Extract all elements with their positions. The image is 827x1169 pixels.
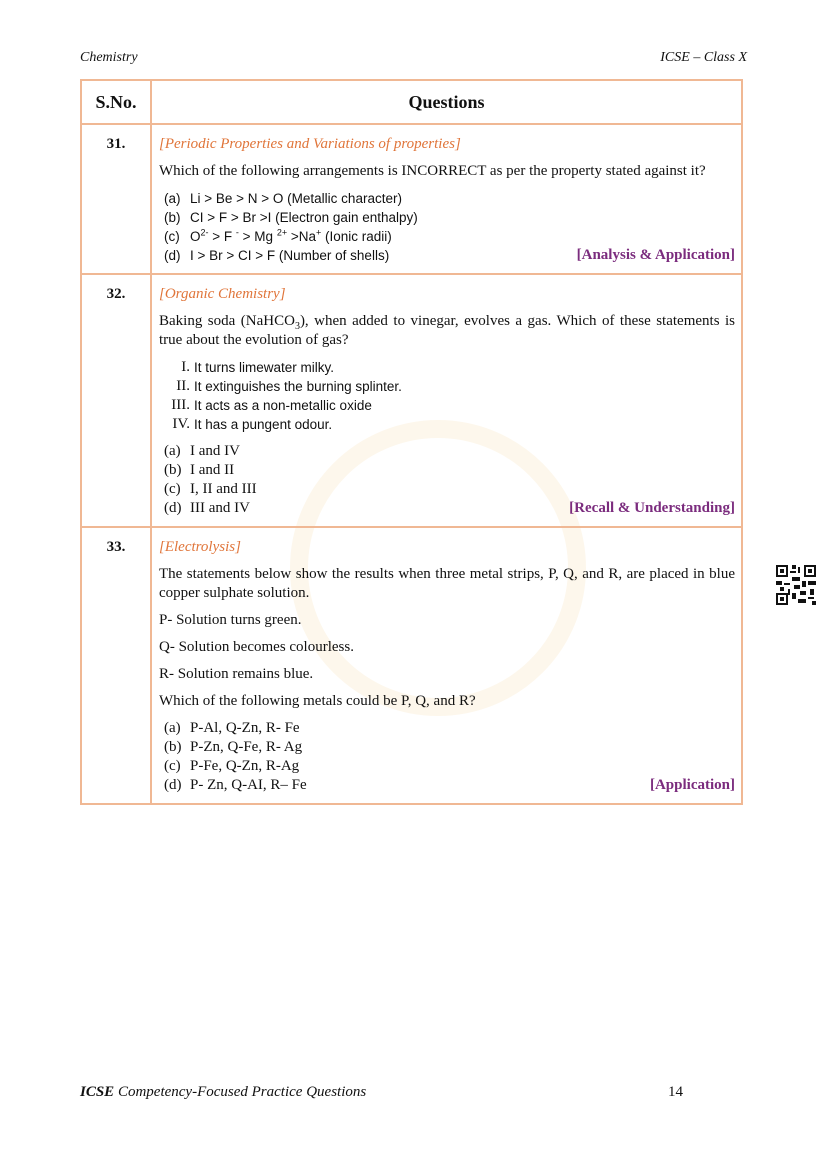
option-item	[164, 499, 735, 518]
option-key: (a)	[164, 191, 181, 206]
option-key: (a)	[164, 720, 181, 736]
option-key: (b)	[164, 210, 181, 225]
statement-item: II. It extinguishes the burning splinter.	[176, 378, 402, 394]
option-item	[164, 246, 735, 265]
statement-item: III. It acts as a non-metallic oxide	[171, 397, 372, 413]
option-key: (b)	[164, 739, 182, 755]
question-topic: [Electrolysis]	[159, 539, 241, 555]
competency-tag: [Recall & Understanding]	[569, 500, 735, 516]
table-header-row	[81, 80, 742, 124]
option-key: (b)	[164, 462, 182, 478]
footer-title: ICSE Competency-Focused Practice Questions	[80, 1084, 367, 1100]
question-text: Which of the following arrangements is INCORRECT as per the property stated against it?	[159, 163, 706, 179]
option-key: (d)	[164, 500, 182, 516]
question-topic: [Organic Chemistry]	[159, 286, 286, 302]
table-row	[81, 124, 742, 274]
question-prompt: Which of the following metals could be P, Q, and R?	[159, 693, 476, 709]
result-line: Q- Solution becomes colourless.	[159, 639, 354, 655]
question-text: The statements below show the results when three metal strips, P, Q, and R, are placed in blue copper sulphate solution.	[159, 566, 735, 601]
option-item	[164, 189, 735, 208]
competency-tag: [Application]	[649, 777, 735, 793]
statement-list	[161, 358, 735, 434]
table-row	[81, 527, 742, 804]
option-item	[164, 757, 735, 776]
option-item	[164, 719, 735, 738]
question-number: 31.	[81, 124, 151, 274]
option-text: P- Zn, Q-AI, R– Fe	[190, 777, 307, 793]
column-header-sno: S.No.	[81, 80, 151, 124]
option-item	[164, 461, 735, 480]
table-row	[81, 274, 742, 527]
question-body	[151, 527, 742, 804]
result-line: R- Solution remains blue.	[159, 666, 314, 682]
statement-item: IV. It has a pungent odour.	[172, 416, 333, 432]
option-text: I, II and III	[190, 481, 257, 497]
option-text: CI > F > Br >I (Electron gain enthalpy)	[190, 210, 418, 225]
option-key: (d)	[164, 777, 182, 793]
option-list	[164, 442, 735, 518]
option-text: P-Zn, Q-Fe, R- Ag	[190, 739, 303, 755]
result-line: P- Solution turns green.	[159, 612, 302, 628]
header-subject: Chemistry	[80, 50, 138, 65]
statement-item: I. It turns limewater milky.	[181, 359, 335, 375]
option-item	[164, 738, 735, 757]
option-text: III and IV	[190, 500, 250, 516]
option-text: $O^{2-} > F$ - > Mg $^{2+}$ >Na+ (Ionic radii)	[190, 227, 392, 244]
question-body	[151, 124, 742, 274]
qr-code-icon[interactable]	[776, 565, 816, 605]
option-text: P-Fe, Q-Zn, R-Ag	[190, 758, 300, 774]
option-key: (d)	[164, 248, 181, 263]
option-text: P-Al, Q-Zn, R- Fe	[190, 720, 300, 736]
option-item	[164, 208, 735, 227]
page-number: 14	[668, 1084, 683, 1100]
option-text: Li > Be > N > O (Metallic character)	[190, 191, 402, 206]
question-body	[151, 274, 742, 527]
option-item	[164, 442, 735, 461]
option-item	[164, 480, 735, 499]
option-key: (a)	[164, 443, 181, 459]
option-key: (c)	[164, 229, 180, 244]
question-topic: [Periodic Properties and Variations of properties]	[159, 136, 461, 152]
option-key: (c)	[164, 481, 181, 497]
competency-tag: [Analysis & Application]	[576, 247, 735, 263]
header-class: ICSE – Class X	[660, 50, 747, 65]
option-list	[164, 719, 735, 795]
option-item	[164, 776, 735, 795]
questions-table	[80, 79, 743, 805]
question-text: Baking soda (NaHCO$_3$), when added to vinegar, evolves a gas. Which of these statements is true about the evolution of gas?	[159, 313, 736, 348]
option-item	[164, 227, 735, 246]
question-number: 33.	[81, 527, 151, 804]
option-key: (c)	[164, 758, 181, 774]
column-header-questions: Questions	[151, 80, 742, 124]
option-text: I and II	[190, 462, 235, 478]
question-number: 32.	[81, 274, 151, 527]
option-text: I > Br > CI > F (Number of shells)	[190, 248, 390, 263]
option-list	[164, 189, 735, 265]
option-text: I and IV	[190, 443, 240, 459]
